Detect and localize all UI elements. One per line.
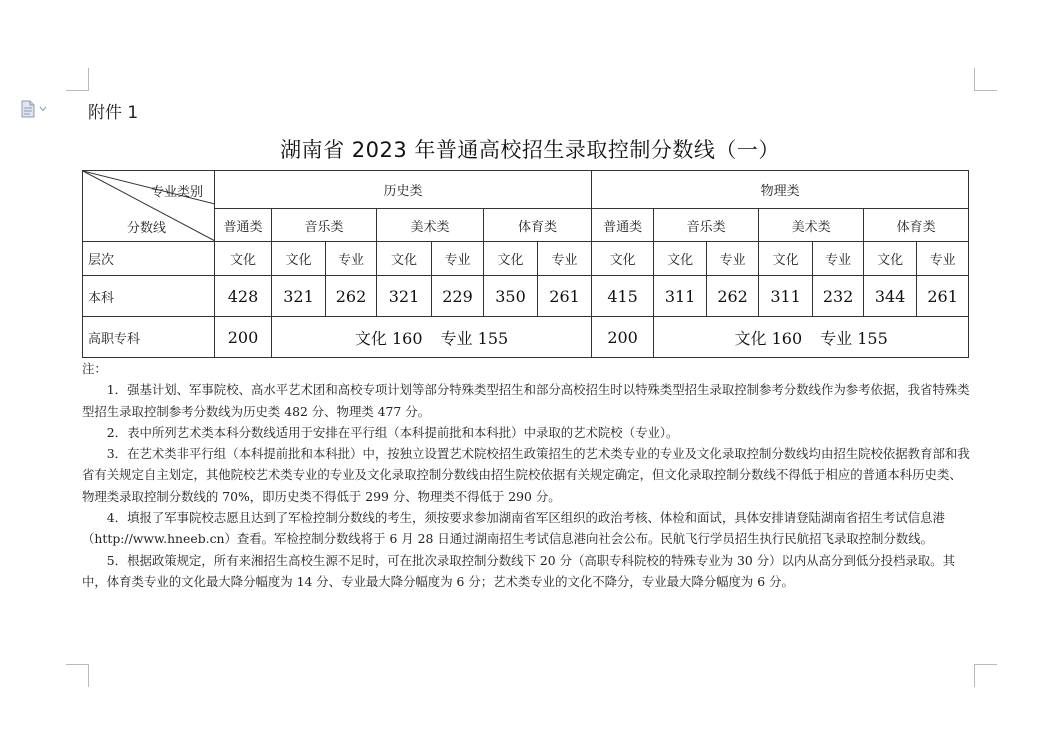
culture-score: 文化 160 [354, 328, 423, 348]
column-header: 专业 [432, 242, 484, 276]
score-cell: 415 [592, 276, 654, 317]
score-table [82, 170, 969, 358]
subgroup-header: 体育类 [864, 209, 969, 242]
page-title: 湖南省 2023 年普通高校招生录取控制分数线（一） [280, 138, 780, 162]
note-item: 4．填报了军事院校志愿且达到了军检控制分数线的考生，须按要求参加湖南省军区组织的政治考核、体检和面试，具体安排请登陆湖南省招生考试信息港（http://www.hneeb.cn）查看。军检控制分数线将于 6 月 28 日通过湖南招生考试信息港向社会公布。民航飞行学员招生执行民航招飞录取控制分数线。 [82, 510, 945, 547]
column-header: 文化 [484, 242, 538, 276]
column-header: 文化 [592, 242, 654, 276]
note-item: 3．在艺术类非平行组（本科提前批和本科批）中，按独立设置艺术院校招生政策招生的艺术类专业的专业及文化录取控制分数线均由招生院校依据教育部和我省有关规定自主划定，其他院校艺术类专业的专业及文化录取控制分数线由招生院校依据有关规定确定，但文化录取控制分数线不得低于相应的普通本科历史类、物理类录取控制分数线的 70%，即历史类不得低于 299 分、物理类不得低于 290 分。 [82, 446, 970, 504]
merged-score-cell [654, 317, 969, 358]
score-cell: 262 [326, 276, 377, 317]
table-row-undergraduate [83, 276, 969, 317]
score-cell: 321 [377, 276, 432, 317]
column-header: 专业 [813, 242, 864, 276]
column-header: 文化 [377, 242, 432, 276]
subgroup-header: 体育类 [484, 209, 592, 242]
merged-score-cell [272, 317, 592, 358]
score-cell: 229 [432, 276, 484, 317]
corner-top-label: 专业类别 [151, 185, 204, 200]
score-cell: 344 [864, 276, 917, 317]
row-label: 高职专科 [83, 317, 215, 358]
score-cell: 200 [215, 317, 272, 358]
column-header: 文化 [215, 242, 272, 276]
score-cell: 311 [654, 276, 707, 317]
note-item: 5．根据政策规定，所有来湘招生高校生源不足时，可在批次录取控制分数线下 20 分（高职专科院校的特殊专业为 30 分）以内从高分到低分投档录取。其中，体育类专业的文化最大降分幅度为 14 分、专业最大降分幅度为 6 分；艺术类专业的文化不降分，专业最大降分幅度为 6 分。 [82, 552, 955, 589]
column-header: 文化 [654, 242, 707, 276]
subgroup-header: 美术类 [759, 209, 864, 242]
column-header: 专业 [917, 242, 969, 276]
corner-header-cell [83, 171, 215, 242]
crop-mark-bottom-left [66, 664, 89, 687]
culture-score: 文化 160 [734, 328, 803, 348]
score-cell: 261 [917, 276, 969, 317]
note-item: 2．表中所列艺术类本科分数线适用于安排在平行组（本科提前批和本科批）中录取的艺术院校（专业）。 [106, 424, 679, 440]
note-item: 1．强基计划、军事院校、高水平艺术团和高校专项计划等部分特殊类型招生和部分高校招生时以特殊类型招生录取控制参考分数线作为参考依据，我省特殊类型招生录取控制参考分数线为历史类 482 分、物理类 477 分。 [82, 382, 970, 419]
score-cell: 232 [813, 276, 864, 317]
score-cell: 262 [707, 276, 759, 317]
document-icon [20, 100, 36, 118]
corner-middle-label: 分数线 [127, 221, 167, 236]
column-header: 专业 [707, 242, 759, 276]
column-header: 文化 [759, 242, 813, 276]
subgroup-header: 普通类 [215, 209, 272, 242]
chevron-down-icon [39, 106, 47, 112]
major-score: 专业 155 [820, 328, 888, 348]
row-label: 本科 [83, 276, 215, 317]
score-cell: 428 [215, 276, 272, 317]
score-cell: 261 [538, 276, 592, 317]
table-row-vocational [83, 317, 969, 358]
score-cell: 311 [759, 276, 813, 317]
score-cell: 200 [592, 317, 654, 358]
attachment-label: 附件 1 [88, 103, 139, 123]
score-cell: 321 [272, 276, 326, 317]
paragraph-handle[interactable] [20, 100, 47, 118]
notes-heading: 注： [82, 361, 107, 376]
subgroup-header: 音乐类 [654, 209, 759, 242]
column-header: 文化 [864, 242, 917, 276]
group-header-physics: 物理类 [592, 171, 969, 209]
subgroup-header: 普通类 [592, 209, 654, 242]
crop-mark-bottom-right [974, 664, 997, 687]
crop-mark-top-right [974, 68, 997, 91]
corner-bottom-label: 层次 [83, 242, 215, 276]
subgroup-header: 音乐类 [272, 209, 377, 242]
subgroup-header: 美术类 [377, 209, 484, 242]
crop-mark-top-left [66, 68, 89, 91]
score-cell: 350 [484, 276, 538, 317]
column-header: 专业 [538, 242, 592, 276]
group-header-history: 历史类 [215, 171, 592, 209]
column-header: 文化 [272, 242, 326, 276]
major-score: 专业 155 [440, 328, 509, 348]
notes-section [82, 358, 972, 592]
column-header: 专业 [326, 242, 377, 276]
